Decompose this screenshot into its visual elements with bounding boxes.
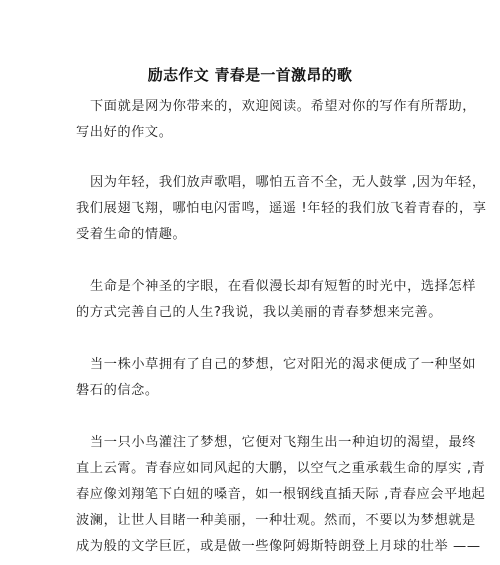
paragraph-line: 下面就是网为你带来的，欢迎阅读。希望对你的写作有所帮助， <box>90 99 477 114</box>
paragraph-line: 我们展翅飞翔，哪怕电闪雷鸣，遥遥 !年轻的我们放飞着青春的，享 <box>76 201 487 216</box>
paragraph-line: 因为年轻，我们放声歌唱，哪怕五音不全，无人鼓掌 ,因为年轻， <box>90 175 486 190</box>
paragraph-line: 波澜，让世人目睹一种美丽，一种壮观。然而，不要以为梦想就是 <box>76 513 476 528</box>
paragraph-line: 写出好的作文。 <box>76 125 173 140</box>
paragraph-line: 的方式完善自己的人生?我说，我以美丽的青春梦想来完善。 <box>76 305 443 320</box>
paragraph-line: 当一只小鸟灌注了梦想，它便对飞翔生出一种迫切的渴望，最终 <box>90 435 477 450</box>
paragraph-line: 直上云霄。青春应如同风起的大鹏，以空气之重承载生命的厚实 ,青 <box>76 461 486 476</box>
paragraph-line: 成为般的文学巨匠，或是做一些像阿姆斯特朗登上月球的壮举 —— <box>76 539 481 554</box>
document-title: 励志作文 青春是一首激昂的歌 <box>147 66 353 84</box>
paragraph-line: 受着生命的情趣。 <box>76 227 187 242</box>
paragraph-line: 生命是个神圣的字眼，在看似漫长却有短暂的时光中，选择怎样 <box>90 279 477 294</box>
paragraph-line: 春应像刘翔笔下白妞的嗓音，如一根钢线直插天际 ,青春应会平地起 <box>76 487 486 502</box>
paragraph-line: 磐石的信念。 <box>76 383 159 398</box>
paragraph-line: 当一株小草拥有了自己的梦想，它对阳光的渴求便成了一种坚如 <box>90 357 477 372</box>
